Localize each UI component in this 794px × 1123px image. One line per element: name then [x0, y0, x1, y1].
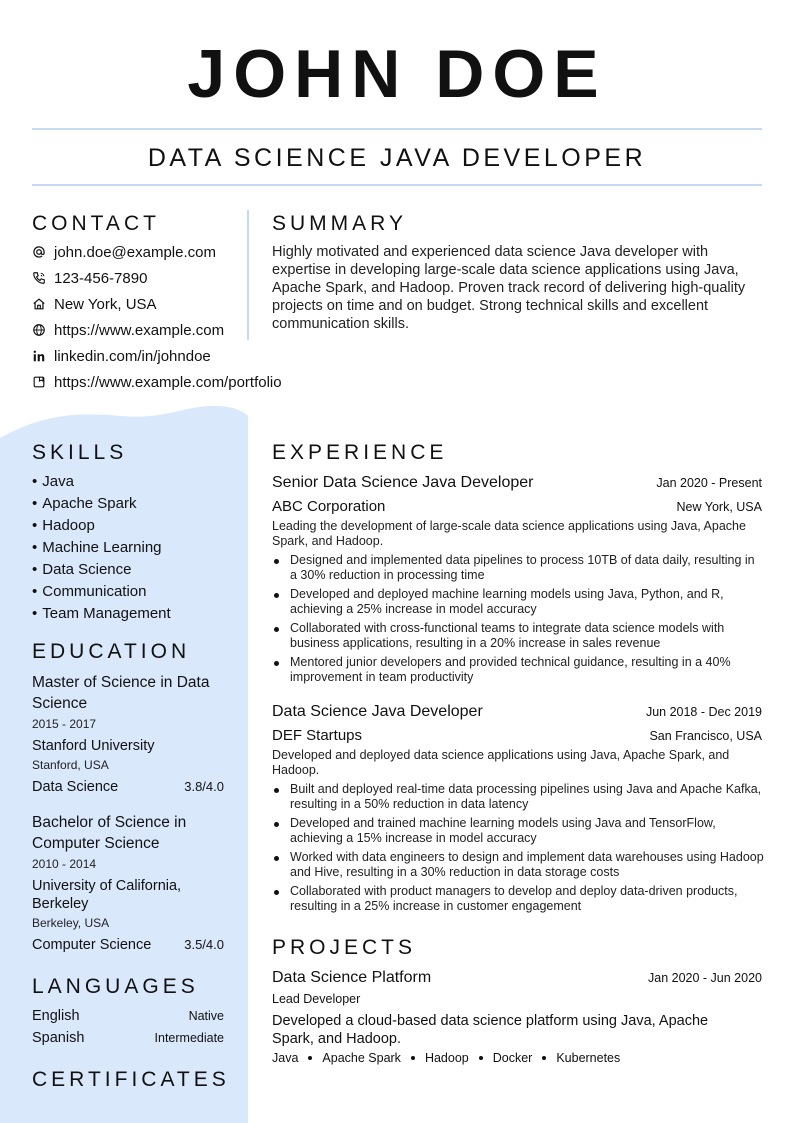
education-degree: Bachelor of Science in Computer Science	[32, 814, 187, 852]
language-level: Intermediate	[154, 1031, 224, 1045]
education-field-row	[32, 936, 224, 954]
project-dates: Jan 2020 - Jun 2020	[648, 971, 762, 985]
separator-dot	[308, 1056, 312, 1060]
skill-item: • Hadoop	[32, 516, 95, 536]
job-bullet: Built and deployed real-time data processing pipelines using Java and Apache Kafka, resulting in a 50% reduction in data latency	[290, 782, 764, 812]
job-company: DEF Startups	[272, 727, 363, 744]
header-rule-top	[32, 128, 762, 130]
certificates-heading: CERTIFICATES	[32, 1068, 230, 1091]
job-location: San Francisco, USA	[649, 729, 762, 743]
job-bullet: Developed and deployed machine learning models using Java, Python, and R, achieving a 25% increase in model accuracy	[290, 587, 764, 617]
experience-heading: EXPERIENCE	[272, 441, 448, 464]
summary-heading: SUMMARY	[272, 212, 407, 235]
contact-email[interactable]	[32, 242, 216, 262]
education-field-row	[32, 778, 224, 796]
skill-item: • Team Management	[32, 604, 171, 624]
languages-heading: LANGUAGES	[32, 975, 199, 998]
tech-tag: Kubernetes	[556, 1051, 621, 1065]
contact-website[interactable]	[32, 320, 224, 340]
portfolio-icon	[32, 375, 46, 389]
at-icon	[32, 245, 46, 259]
phone-icon	[32, 271, 46, 285]
job-title: Data Science Java Developer	[272, 703, 483, 720]
job-bullet: Collaborated with cross-functional teams to integrate data science models with business applications, resulting in a 20% increase in sales revenue	[290, 621, 764, 651]
projects-heading: PROJECTS	[272, 936, 417, 959]
education-school: Stanford University	[32, 738, 155, 754]
language-row	[32, 1007, 224, 1025]
education-degree: Master of Science in Data Science	[32, 674, 210, 712]
tech-tag: Docker	[492, 1051, 533, 1065]
job-bullet: Collaborated with product managers to develop and deploy data-driven products, resulting in a 25% increase in customer engagement	[290, 884, 764, 914]
contact-location-text: New York, USA	[54, 295, 157, 313]
education-field: Data Science	[32, 779, 119, 795]
skills-heading: SKILLS	[32, 441, 128, 464]
education-heading: EDUCATION	[32, 640, 191, 663]
contact-phone-text: 123-456-7890	[54, 269, 148, 287]
project-description: Developed a cloud-based data science platform using Java, Apache Spark, and Hadoop.	[272, 1013, 709, 1047]
contact-phone[interactable]	[32, 268, 147, 288]
contact-linkedin[interactable]	[32, 346, 211, 366]
contact-linkedin-text: linkedin.com/in/johndoe	[54, 347, 211, 365]
job-dates: Jun 2018 - Dec 2019	[645, 705, 762, 719]
separator-dot	[411, 1056, 415, 1060]
skill-item: • Apache Spark	[32, 494, 137, 514]
tech-tag: Java	[272, 1051, 299, 1065]
tech-tag: Hadoop	[424, 1051, 469, 1065]
separator-dot	[479, 1056, 483, 1060]
tech-tag: Apache Spark	[322, 1051, 401, 1065]
contact-website-text: https://www.example.com	[54, 321, 225, 339]
contact-portfolio-text: https://www.example.com/portfolio	[54, 373, 282, 391]
job-location: New York, USA	[676, 500, 762, 514]
education-location: Berkeley, USA	[32, 916, 110, 930]
summary-text: Highly motivated and experienced data science Java developer with expertise in developing large-scale data science applications using Java, Apache Spark, and Hadoop. Proven track record of delivering high-quality projects on time and on budget. Strong technical skills and excellent communication skills.	[272, 244, 746, 332]
job-bullet: Worked with data engineers to design and implement data warehouses using Hadoop and Hive, resulting in a 30% reduction in data storage costs	[290, 850, 764, 879]
contact-location	[32, 294, 157, 314]
job-description: Leading the development of large-scale data science applications using Java, Apache Spark, and Hadoop.	[272, 519, 746, 548]
education-years: 2010 - 2014	[32, 857, 97, 871]
language-row	[32, 1029, 224, 1047]
job-company: ABC Corporation	[272, 498, 386, 515]
language-name: English	[32, 1008, 80, 1024]
candidate-name: JOHN DOE	[187, 36, 607, 112]
skill-item: • Java	[32, 472, 74, 492]
skill-item: • Machine Learning	[32, 538, 162, 558]
language-level: Native	[188, 1009, 224, 1023]
home-icon	[32, 297, 46, 311]
project-tech-list	[272, 1050, 620, 1066]
education-location: Stanford, USA	[32, 758, 109, 772]
header-rule-bottom	[32, 184, 762, 186]
education-field: Computer Science	[32, 937, 152, 953]
education-gpa: 3.8/4.0	[184, 779, 224, 794]
job-title: Senior Data Science Java Developer	[272, 474, 534, 491]
skill-item: • Communication	[32, 582, 146, 602]
job-bullet: Mentored junior developers and provided technical guidance, resulting in a 40% improvement in team productivity	[290, 655, 764, 685]
job-bullet: Designed and implemented data pipelines to process 10TB of data daily, resulting in a 30% reduction in processing time	[290, 553, 764, 583]
job-dates: Jan 2020 - Present	[656, 476, 762, 490]
education-school: University of California, Berkeley	[32, 878, 182, 912]
job-title-headline: DATA SCIENCE JAVA DEVELOPER	[147, 144, 647, 172]
project-title: Data Science Platform	[272, 969, 432, 986]
skill-item: • Data Science	[32, 560, 131, 580]
job-description: Developed and deployed data science applications using Java, Apache Spark, and Hadoop.	[272, 748, 730, 777]
globe-icon	[32, 323, 46, 337]
education-years: 2015 - 2017	[32, 717, 97, 731]
language-name: Spanish	[32, 1030, 85, 1046]
education-gpa: 3.5/4.0	[184, 937, 224, 952]
linkedin-icon	[32, 349, 46, 363]
project-role: Lead Developer	[272, 992, 361, 1006]
column-divider	[247, 210, 249, 340]
contact-portfolio[interactable]	[32, 372, 282, 392]
separator-dot	[542, 1056, 546, 1060]
contact-heading: CONTACT	[32, 212, 160, 235]
job-bullet: Developed and trained machine learning models using Java and TensorFlow, achieving a 15% increase in model accuracy	[290, 816, 764, 846]
contact-email-text: john.doe@example.com	[54, 243, 216, 261]
